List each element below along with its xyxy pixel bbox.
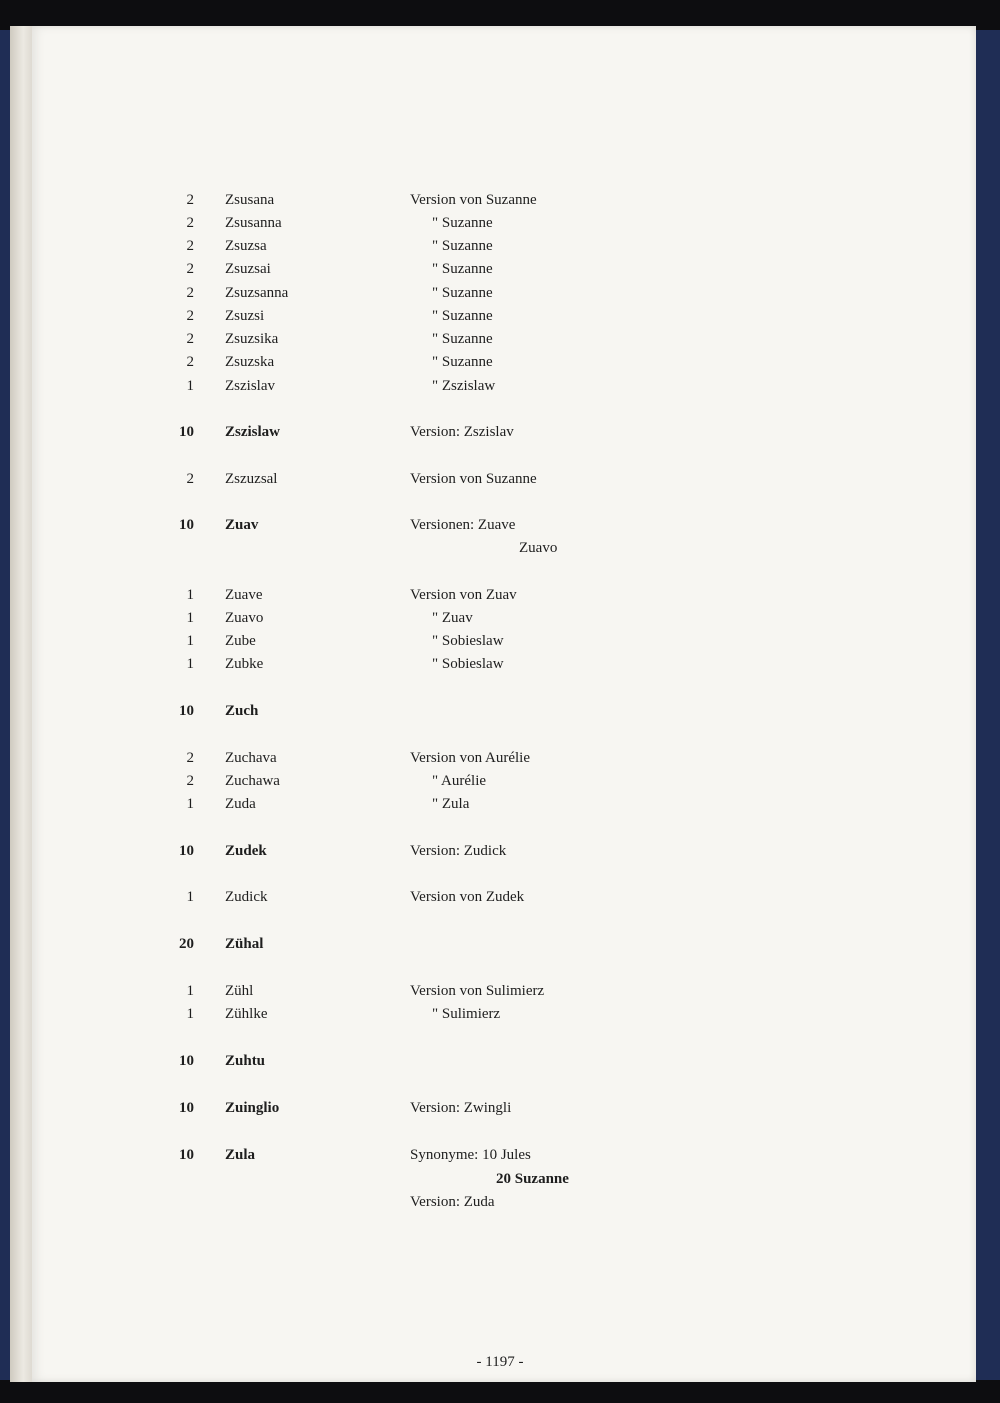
entry-number: 2 [186, 750, 194, 766]
entry-name: Zuchawa [225, 773, 280, 789]
entry-name: Zühlke [225, 1006, 268, 1022]
entry-relation: " Suzanne [432, 354, 493, 370]
entry-relation: " Zula [432, 796, 470, 812]
zula-synonym-2: 20 Suzanne [496, 1171, 569, 1187]
entry-number: 10 [179, 1053, 194, 1069]
entry-name: Zuinglio [225, 1100, 280, 1116]
entry-number: 1 [186, 889, 194, 905]
entry-relation: Version von Aurélie [410, 750, 530, 766]
entry-number: 1 [186, 378, 194, 394]
entry-relation: Version von Zudek [410, 889, 525, 905]
page-number: - 1197 - [476, 1354, 524, 1370]
entry-relation: " Zszislaw [432, 378, 496, 394]
entry-relation: " Sobieslaw [432, 656, 504, 672]
entry-name: Zuda [225, 796, 256, 812]
entry-number: 2 [186, 261, 194, 277]
entry-number: 1 [186, 1006, 194, 1022]
entry-name: Zühal [225, 936, 264, 952]
entry-name: Zuavo [225, 610, 264, 626]
entry-number: 1 [186, 983, 194, 999]
entry-name: Zuchava [225, 750, 277, 766]
entry-number: 2 [186, 471, 194, 487]
entry-name: Zuch [225, 703, 259, 719]
entry-number: 2 [186, 773, 194, 789]
entry-relation: Version von Suzanne [410, 471, 537, 487]
background-bottom [0, 1380, 1000, 1403]
page-spine [10, 26, 32, 1382]
entry-name: Zube [225, 633, 256, 649]
entry-number: 1 [186, 587, 194, 603]
entry-number: 2 [186, 331, 194, 347]
entry-relation: Version von Zuav [410, 587, 517, 603]
zuav-version-continued: Zuavo [519, 540, 558, 556]
entry-relation: " Suzanne [432, 331, 493, 347]
entry-name: Zuhtu [225, 1053, 266, 1069]
entry-name: Zsuzsika [225, 331, 279, 347]
entry-relation: " Sobieslaw [432, 633, 504, 649]
entry-relation: Version von Sulimierz [410, 983, 545, 999]
entry-name: Zsusanna [225, 215, 282, 231]
entry-relation: " Zuav [432, 610, 473, 626]
entry-name: Zsuzska [225, 354, 275, 370]
entry-number: 2 [186, 285, 194, 301]
entry-number: 2 [186, 238, 194, 254]
entry-number: 10 [179, 517, 194, 533]
entry-name: Zsuzsanna [225, 285, 289, 301]
entry-number: 1 [186, 796, 194, 812]
entry-name: Zsusana [225, 192, 275, 208]
entry-relation: " Suzanne [432, 261, 493, 277]
entry-name: Zsuzsa [225, 238, 267, 254]
entry-number: 2 [186, 308, 194, 324]
entry-number: 10 [179, 843, 194, 859]
entry-relation: " Aurélie [432, 773, 487, 789]
entry-relation: Versionen: Zuave [410, 517, 516, 533]
entry-relation: " Suzanne [432, 308, 493, 324]
entry-relation: " Suzanne [432, 238, 493, 254]
entry-relation: " Suzanne [432, 285, 493, 301]
entry-name: Zsuzsi [225, 308, 265, 324]
entry-name: Zudick [225, 889, 268, 905]
entry-name: Zula [225, 1147, 256, 1163]
zula-version: Version: Zuda [410, 1194, 495, 1210]
entry-number: 1 [186, 633, 194, 649]
entry-number: 2 [186, 192, 194, 208]
entry-number: 20 [179, 936, 194, 952]
entry-number: 2 [186, 215, 194, 231]
entry-relation: Version von Suzanne [410, 192, 537, 208]
entry-name: Zsuzsai [225, 261, 271, 277]
entry-name: Zudek [225, 843, 267, 859]
entry-number: 1 [186, 656, 194, 672]
entry-number: 1 [186, 610, 194, 626]
entry-name: Zuav [225, 517, 259, 533]
entry-number: 10 [179, 703, 194, 719]
entry-name: Zubke [225, 656, 264, 672]
entry-relation: Version: Zudick [410, 843, 507, 859]
entry-relation: Synonyme: 10 Jules [410, 1147, 531, 1163]
entry-name: Zszislaw [225, 424, 281, 440]
entry-number: 10 [179, 424, 194, 440]
entry-name: Zszuzsal [225, 471, 278, 487]
entry-name: Zszislav [225, 378, 275, 394]
entry-name: Zühl [225, 983, 254, 999]
entry-relation: Version: Zwingli [410, 1100, 512, 1116]
entry-number: 2 [186, 354, 194, 370]
entry-relation: Version: Zszislav [410, 424, 514, 440]
entry-number: 10 [179, 1100, 194, 1116]
entry-relation: " Sulimierz [432, 1006, 501, 1022]
entry-relation: " Suzanne [432, 215, 493, 231]
entry-name: Zuave [225, 587, 263, 603]
entry-number: 10 [179, 1147, 194, 1163]
